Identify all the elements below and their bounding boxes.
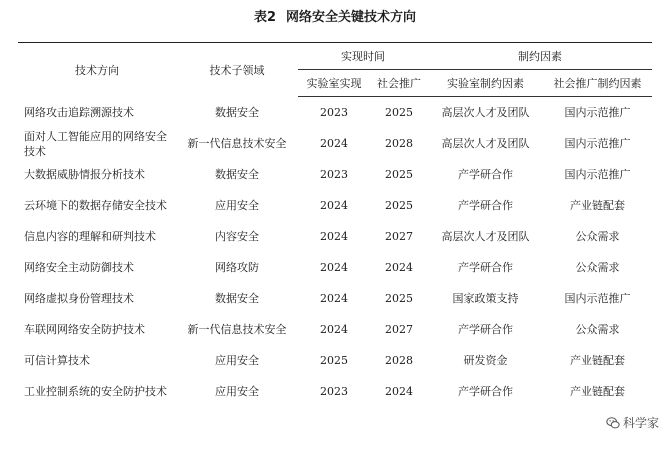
- row-lab-factor: 产学研合作: [458, 385, 513, 398]
- row-sub-field: 应用安全: [215, 385, 259, 398]
- row-lab-factor: 高层次人才及团队: [441, 106, 530, 119]
- table-row: [18, 283, 652, 314]
- row-promo-year: 2024: [385, 385, 413, 398]
- row-promo-factor: 国内示范推广: [564, 292, 631, 305]
- row-lab-year: 2023: [320, 168, 348, 181]
- row-lab-factor: 产学研合作: [458, 323, 513, 336]
- row-lab-year: 2024: [320, 323, 348, 336]
- header-lab-realization: 实验室实现: [298, 70, 370, 97]
- header-sub-field: 技术子领域: [176, 43, 298, 97]
- row-promo-factor: 产业链配套: [570, 199, 625, 212]
- row-promo-year: 2028: [385, 354, 413, 367]
- row-promo-year: 2025: [385, 199, 413, 212]
- table-number: 表2: [253, 10, 277, 25]
- row-promo-factor: 产业链配套: [570, 354, 625, 367]
- row-promo-year: 2027: [385, 323, 413, 336]
- row-sub-field: 数据安全: [215, 292, 259, 305]
- header-realization-time: 实现时间: [298, 43, 428, 70]
- row-tech-name: 信息内容的理解和研判技术: [24, 230, 156, 243]
- table-row: [18, 97, 652, 129]
- watermark-text: 科学家: [622, 416, 659, 430]
- row-sub-field: 内容安全: [215, 230, 259, 243]
- row-lab-factor: 产学研合作: [458, 199, 513, 212]
- table-row: [18, 159, 652, 190]
- row-sub-field: 数据安全: [215, 105, 259, 119]
- table-row: [18, 190, 652, 221]
- row-lab-year: 2024: [320, 261, 348, 274]
- row-sub-field: 新一代信息技术安全: [187, 323, 287, 336]
- row-promo-factor: 国内示范推广: [564, 106, 631, 119]
- row-sub-field: 新一代信息技术安全: [187, 137, 287, 150]
- row-tech-name: 车联网网络安全防护技术: [24, 323, 145, 336]
- row-promo-year: 2027: [385, 230, 413, 243]
- row-sub-field: 应用安全: [215, 354, 259, 367]
- row-promo-factor: 公众需求: [575, 323, 620, 336]
- header-social-promotion: 社会推广: [370, 70, 428, 97]
- row-tech-name: 面对人工智能应用的网络安全技术: [24, 129, 167, 158]
- header-lab-constraint: 实验室制约因素: [428, 70, 543, 97]
- row-promo-year: 2025: [385, 106, 413, 119]
- row-tech-name: 云环境下的数据存储安全技术: [24, 199, 167, 212]
- table-body: [18, 97, 652, 408]
- row-lab-factor: 研发资金: [463, 354, 508, 367]
- row-promo-year: 2028: [385, 137, 413, 150]
- row-lab-year: 2023: [320, 106, 348, 119]
- row-promo-year: 2024: [385, 261, 413, 274]
- row-tech-name: 工业控制系统的安全防护技术: [24, 385, 167, 398]
- row-tech-name: 网络虚拟身份管理技术: [24, 292, 134, 305]
- row-lab-year: 2024: [320, 230, 348, 243]
- row-tech-name: 网络安全主动防御技术: [24, 261, 134, 274]
- wechat-icon: [606, 416, 620, 430]
- row-tech-name: 可信计算技术: [24, 354, 90, 367]
- row-tech-name: 大数据威胁情报分析技术: [24, 168, 145, 181]
- row-tech-name: 网络攻击追踪溯源技术: [24, 105, 134, 119]
- row-lab-year: 2025: [320, 354, 348, 367]
- header-tech-direction: 技术方向: [18, 43, 176, 97]
- row-lab-year: 2024: [320, 199, 348, 212]
- table-title: [0, 6, 670, 25]
- table-row: [18, 314, 652, 345]
- row-sub-field: 网络攻防: [215, 261, 259, 274]
- row-lab-year: 2023: [320, 385, 348, 398]
- row-lab-year: 2024: [320, 137, 348, 150]
- row-lab-factor: 产学研合作: [458, 261, 513, 274]
- table-row: [18, 221, 652, 252]
- row-lab-factor: 高层次人才及团队: [441, 137, 530, 150]
- row-promo-factor: 公众需求: [575, 230, 620, 243]
- header-constraints: 制约因素: [428, 43, 652, 70]
- row-promo-factor: 产业链配套: [570, 385, 625, 398]
- row-promo-year: 2025: [385, 168, 413, 181]
- table-row: [18, 376, 652, 407]
- table-row: [18, 252, 652, 283]
- table-row: [18, 345, 652, 376]
- row-promo-year: 2025: [385, 292, 413, 305]
- tech-direction-table: [18, 42, 652, 407]
- row-sub-field: 应用安全: [215, 199, 259, 212]
- row-lab-factor: 国家政策支持: [452, 292, 519, 305]
- header-promotion-constraint: 社会推广制约因素: [543, 70, 652, 97]
- row-lab-factor: 高层次人才及团队: [441, 230, 530, 243]
- row-promo-factor: 公众需求: [575, 261, 620, 274]
- watermark: [603, 413, 662, 432]
- row-sub-field: 数据安全: [215, 168, 259, 181]
- table-title-text: 网络安全关键技术方向: [286, 10, 417, 25]
- row-promo-factor: 国内示范推广: [564, 137, 631, 150]
- table-row: [18, 128, 652, 159]
- row-lab-factor: 产学研合作: [458, 168, 513, 181]
- row-lab-year: 2024: [320, 292, 348, 305]
- row-promo-factor: 国内示范推广: [564, 168, 631, 181]
